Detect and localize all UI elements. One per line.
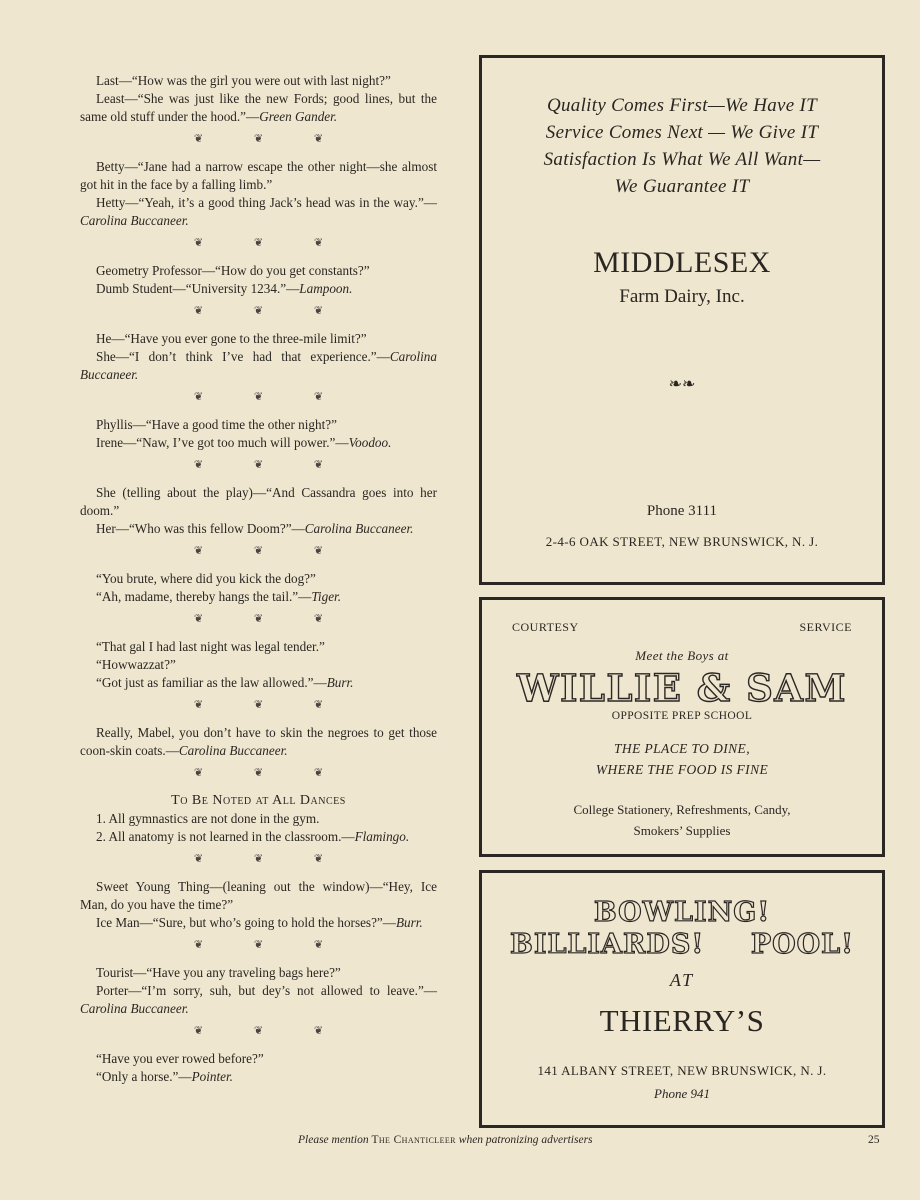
joke-source: Carolina Buccaneer. — [80, 349, 437, 382]
joke-text: Last—“How was the girl you were out with last night?” — [96, 73, 391, 88]
joke-line — [80, 878, 437, 914]
joke — [80, 158, 437, 230]
footer-after: when patronizing advertisers — [455, 1134, 593, 1146]
ws-tagline-line: THE PLACE TO DINE, — [614, 741, 750, 756]
joke-line — [80, 588, 437, 606]
ws-goods — [482, 799, 882, 841]
dairy-subtitle: Farm Dairy, Inc. — [619, 286, 745, 307]
joke — [80, 964, 437, 1018]
footer-note — [298, 1134, 593, 1146]
joke-source: Carolina Buccaneer. — [80, 1001, 189, 1016]
joke-text: He—“Have you ever gone to the three-mile limit?” — [96, 331, 367, 346]
fleuron-separator-icon: ❦ ❦ ❦ — [193, 391, 348, 403]
joke — [80, 416, 437, 452]
ws-courtesy: COURTESY — [512, 620, 579, 634]
joke-line — [80, 964, 437, 982]
fleuron-separator-icon: ❦ ❦ ❦ — [193, 853, 348, 865]
joke — [80, 638, 437, 692]
joke-line — [80, 262, 437, 280]
joke-source: Burr. — [326, 675, 354, 690]
joke — [80, 878, 437, 932]
joke-text: Dumb Student—“University 1234.”— — [96, 281, 300, 296]
joke-text: Betty—“Jane had a narrow escape the other night—she almost got hit in the face by a falling limb.” — [80, 159, 437, 192]
joke-line — [80, 280, 437, 298]
slogan-line: We Guarantee IT — [614, 176, 750, 197]
joke-source: Carolina Buccaneer. — [178, 743, 288, 758]
ws-opposite: OPPOSITE PREP SCHOOL — [611, 710, 753, 722]
footer-publication: The Chanticleer — [371, 1134, 456, 1146]
bw-billiards: BILLIARDS! — [510, 929, 705, 960]
joke-heading: To Be Noted at All Dances — [171, 793, 346, 808]
joke-source: Carolina Buccaneer. — [80, 213, 189, 228]
joke-line — [80, 914, 437, 932]
joke-text: She—“I don’t think I’ve had that experience.”— — [96, 349, 390, 364]
ws-goods-line: College Stationery, Refreshments, Candy, — [573, 802, 791, 817]
slogan-line: Quality Comes First—We Have IT — [546, 95, 818, 116]
joke-line — [80, 656, 437, 674]
joke-text: Phyllis—“Have a good time the other night?” — [96, 417, 337, 432]
fleuron-separator-icon: ❦ ❦ ❦ — [193, 939, 348, 951]
bw-row-2 — [510, 929, 854, 960]
joke-text: 2. All anatomy is not learned in the classroom.— — [96, 829, 355, 844]
joke-text: “Have you ever rowed before?” — [96, 1051, 264, 1066]
joke-line — [80, 484, 437, 520]
ws-name: WILLIE & SAM — [517, 666, 847, 710]
willie-sam-ad — [479, 597, 885, 857]
joke-text: Least—“She was just like the new Fords; good lines, but the same old stuff under the hood.”— — [80, 91, 437, 124]
joke-text: Geometry Professor—“How do you get constants?” — [96, 263, 370, 278]
slogan-line: Service Comes Next — We Give IT — [545, 122, 819, 143]
joke — [80, 484, 437, 538]
fleuron-separator-icon: ❦ ❦ ❦ — [193, 459, 348, 471]
bw-at: AT — [669, 970, 695, 990]
ws-meet: Meet the Boys at — [635, 648, 729, 663]
joke-line — [80, 434, 437, 452]
joke — [80, 330, 437, 384]
footer-before: Please mention — [298, 1134, 372, 1146]
joke-text: “Got just as familiar as the law allowed.”— — [96, 675, 327, 690]
fleuron-separator-icon: ❦ ❦ ❦ — [193, 699, 348, 711]
ws-service: SERVICE — [799, 620, 852, 634]
joke-text: Tourist—“Have you any traveling bags here?” — [96, 965, 341, 980]
ws-tagline-line: WHERE THE FOOD IS FINE — [595, 762, 769, 777]
fleuron-separator-icon: ❦ ❦ ❦ — [193, 305, 348, 317]
ws-goods-line: Smokers’ Supplies — [633, 823, 731, 838]
dairy-phone: Phone 3111 — [646, 503, 718, 519]
joke-text: She (telling about the play)—“And Cassandra goes into her doom.” — [80, 485, 437, 518]
joke-source: Voodoo. — [348, 435, 392, 450]
joke-source: Pointer. — [191, 1069, 233, 1084]
joke-line — [80, 194, 437, 230]
joke-line — [80, 982, 437, 1018]
joke-text: “Only a horse.”— — [96, 1069, 192, 1084]
joke-text: “Ah, madame, thereby hangs the tail.”— — [96, 589, 312, 604]
joke — [80, 792, 437, 846]
joke-source: Green Gander. — [259, 109, 338, 124]
bw-name: THIERRY’S — [599, 1003, 765, 1038]
joke-line — [80, 570, 437, 588]
fleuron-separator-icon: ❦ ❦ ❦ — [193, 767, 348, 779]
joke-line — [80, 90, 437, 126]
joke-text: “That gal I had last night was legal tender.” — [96, 639, 325, 654]
joke-text: “Howwazzat?” — [96, 657, 176, 672]
joke-source: Flamingo. — [354, 829, 410, 844]
fleuron-separator-icon: ❦ ❦ ❦ — [193, 613, 348, 625]
page-number: 25 — [868, 1134, 880, 1146]
joke-source: Burr. — [395, 915, 423, 930]
fleuron-separator-icon: ❦ ❦ ❦ — [193, 545, 348, 557]
joke-text: Sweet Young Thing—(leaning out the window)—“Hey, Ice Man, do you have the time?” — [80, 879, 437, 912]
joke-line — [80, 330, 437, 348]
joke-text: Irene—“Naw, I’ve got too much will power.”— — [96, 435, 349, 450]
fleuron-separator-icon: ❦ ❦ ❦ — [193, 237, 348, 249]
joke-text: Ice Man—“Sure, but who’s going to hold the horses?”— — [96, 915, 396, 930]
joke-line — [80, 638, 437, 656]
fleuron-separator-icon: ❦ ❦ ❦ — [193, 133, 348, 145]
joke-line — [80, 810, 437, 828]
joke — [80, 570, 437, 606]
dairy-address: 2-4-6 OAK STREET, NEW BRUNSWICK, N. J. — [545, 534, 819, 549]
joke-line — [80, 828, 437, 846]
leaf-ornament-icon: ❧❧ — [668, 376, 696, 393]
joke-source: Carolina Buccaneer. — [304, 521, 414, 536]
joke — [80, 262, 437, 298]
middlesex-dairy-ad — [479, 55, 885, 585]
joke-line — [80, 674, 437, 692]
bw-bowling: BOWLING! — [593, 897, 771, 928]
joke-text: 1. All gymnastics are not done in the gym. — [96, 811, 320, 826]
ws-top-row — [512, 620, 852, 635]
slogan-line: Satisfaction Is What We All Want— — [543, 149, 821, 170]
bw-pool: POOL! — [750, 929, 854, 960]
joke-line — [80, 520, 437, 538]
joke-line — [80, 1068, 437, 1086]
joke-text: Hetty—“Yeah, it’s a good thing Jack’s head was in the way.”— — [96, 195, 437, 210]
joke-source: Lampoon. — [299, 281, 353, 296]
fleuron-separator-icon: ❦ ❦ ❦ — [193, 1025, 348, 1037]
joke-line — [80, 724, 437, 760]
joke — [80, 72, 437, 126]
joke-line — [80, 348, 437, 384]
joke-text: Porter—“I’m sorry, suh, but dey’s not allowed to leave.”— — [96, 983, 437, 998]
joke-source: Tiger. — [311, 589, 342, 604]
joke-text: Her—“Who was this fellow Doom?”— — [96, 521, 305, 536]
joke-line — [80, 158, 437, 194]
joke — [80, 1050, 437, 1086]
joke-line — [80, 1050, 437, 1068]
ws-tagline — [482, 738, 882, 780]
dairy-slogan — [482, 92, 882, 200]
dairy-name: MIDDLESEX — [593, 246, 771, 279]
jokes-column — [80, 72, 437, 1086]
joke-text: “You brute, where did you kick the dog?” — [96, 571, 316, 586]
joke-text: Really, Mabel, you don’t have to skin the negroes to get those coon-skin coats.— — [80, 725, 437, 758]
bw-phone: Phone 941 — [654, 1086, 710, 1101]
bw-address: 141 ALBANY STREET, NEW BRUNSWICK, N. J. — [537, 1063, 827, 1078]
joke-line — [80, 416, 437, 434]
thierrys-bowling-ad — [479, 870, 885, 1128]
joke — [80, 724, 437, 760]
joke-line — [80, 72, 437, 90]
